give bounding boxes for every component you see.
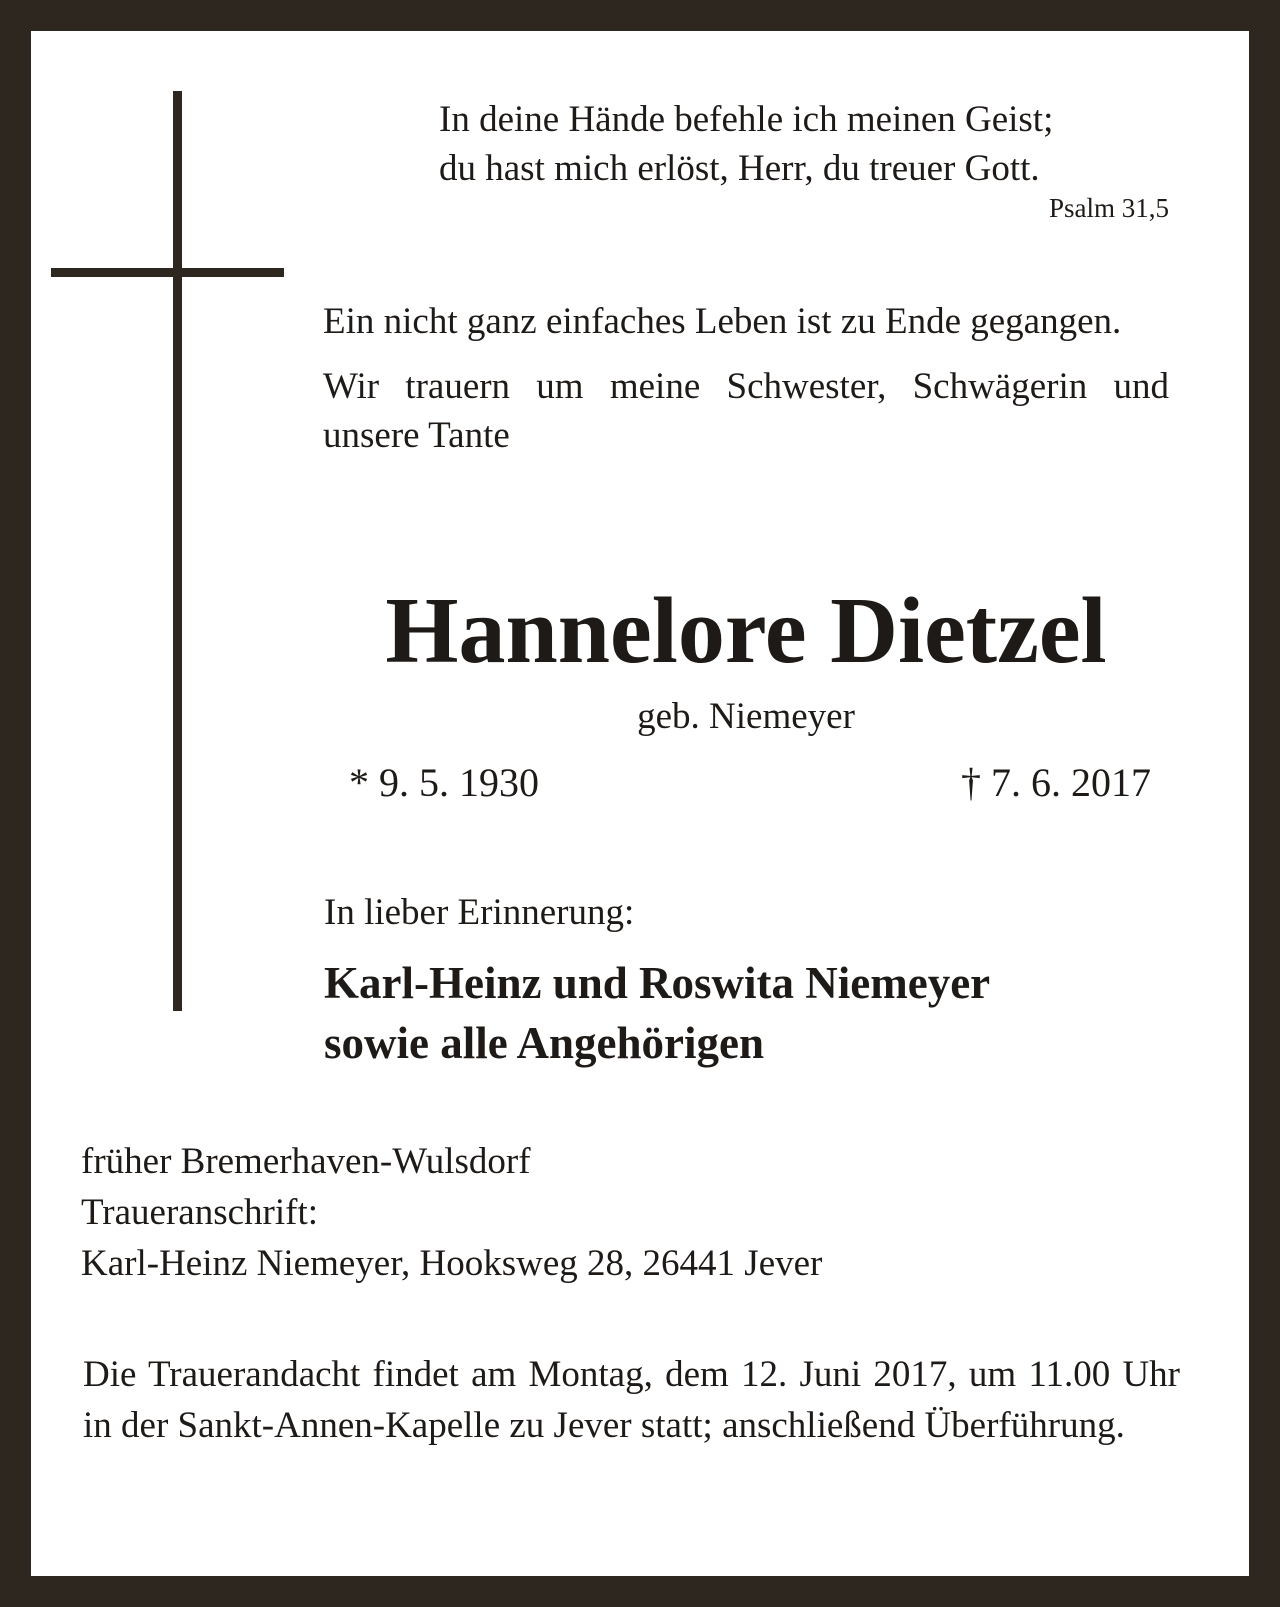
cross-vertical-bar xyxy=(173,91,182,1011)
memory-intro: In lieber Erinnerung: xyxy=(324,892,635,933)
cross-horizontal-bar xyxy=(51,268,284,277)
verse-line-1: In deine Hände befehle ich meinen Geist; xyxy=(439,99,1054,140)
intro-paragraph-2: Wir trauern um meine Schwester, Schwägerin und unsere Tante xyxy=(323,366,1169,456)
obituary-card xyxy=(31,31,1249,1576)
service-details: Die Trauerandacht findet am Montag, dem 12. Juni 2017, um 11.00 Uhr in der Sankt-Annen-Kapelle zu Jever statt; anschließend Überführung. xyxy=(83,1354,1180,1446)
intro-text xyxy=(323,297,1169,476)
mourners-names xyxy=(324,953,990,1073)
death-date: † 7. 6. 2017 xyxy=(961,760,1151,805)
address-line-2: Traueranschrift: xyxy=(81,1192,319,1233)
birth-date: * 9. 5. 1930 xyxy=(349,760,539,805)
verse-source: Psalm 31,5 xyxy=(1048,193,1169,223)
address-line-3: Karl-Heinz Niemeyer, Hooksweg 28, 26441 Jever xyxy=(81,1243,823,1284)
mourners-line-2: sowie alle Angehörigen xyxy=(324,1018,764,1068)
maiden-name: geb. Niemeyer xyxy=(637,696,855,737)
mourners-line-1: Karl-Heinz und Roswita Niemeyer xyxy=(324,958,991,1008)
mourning-address xyxy=(81,1136,822,1289)
intro-paragraph-1: Ein nicht ganz einfaches Leben ist zu Ende gegangen. xyxy=(323,301,1122,342)
deceased-name: Hannelore Dietzel xyxy=(385,579,1107,683)
verse-line-2: du hast mich erlöst, Herr, du treuer Gott. xyxy=(439,148,1040,189)
address-line-1: früher Bremerhaven-Wulsdorf xyxy=(81,1141,531,1182)
bible-verse xyxy=(439,95,1169,193)
